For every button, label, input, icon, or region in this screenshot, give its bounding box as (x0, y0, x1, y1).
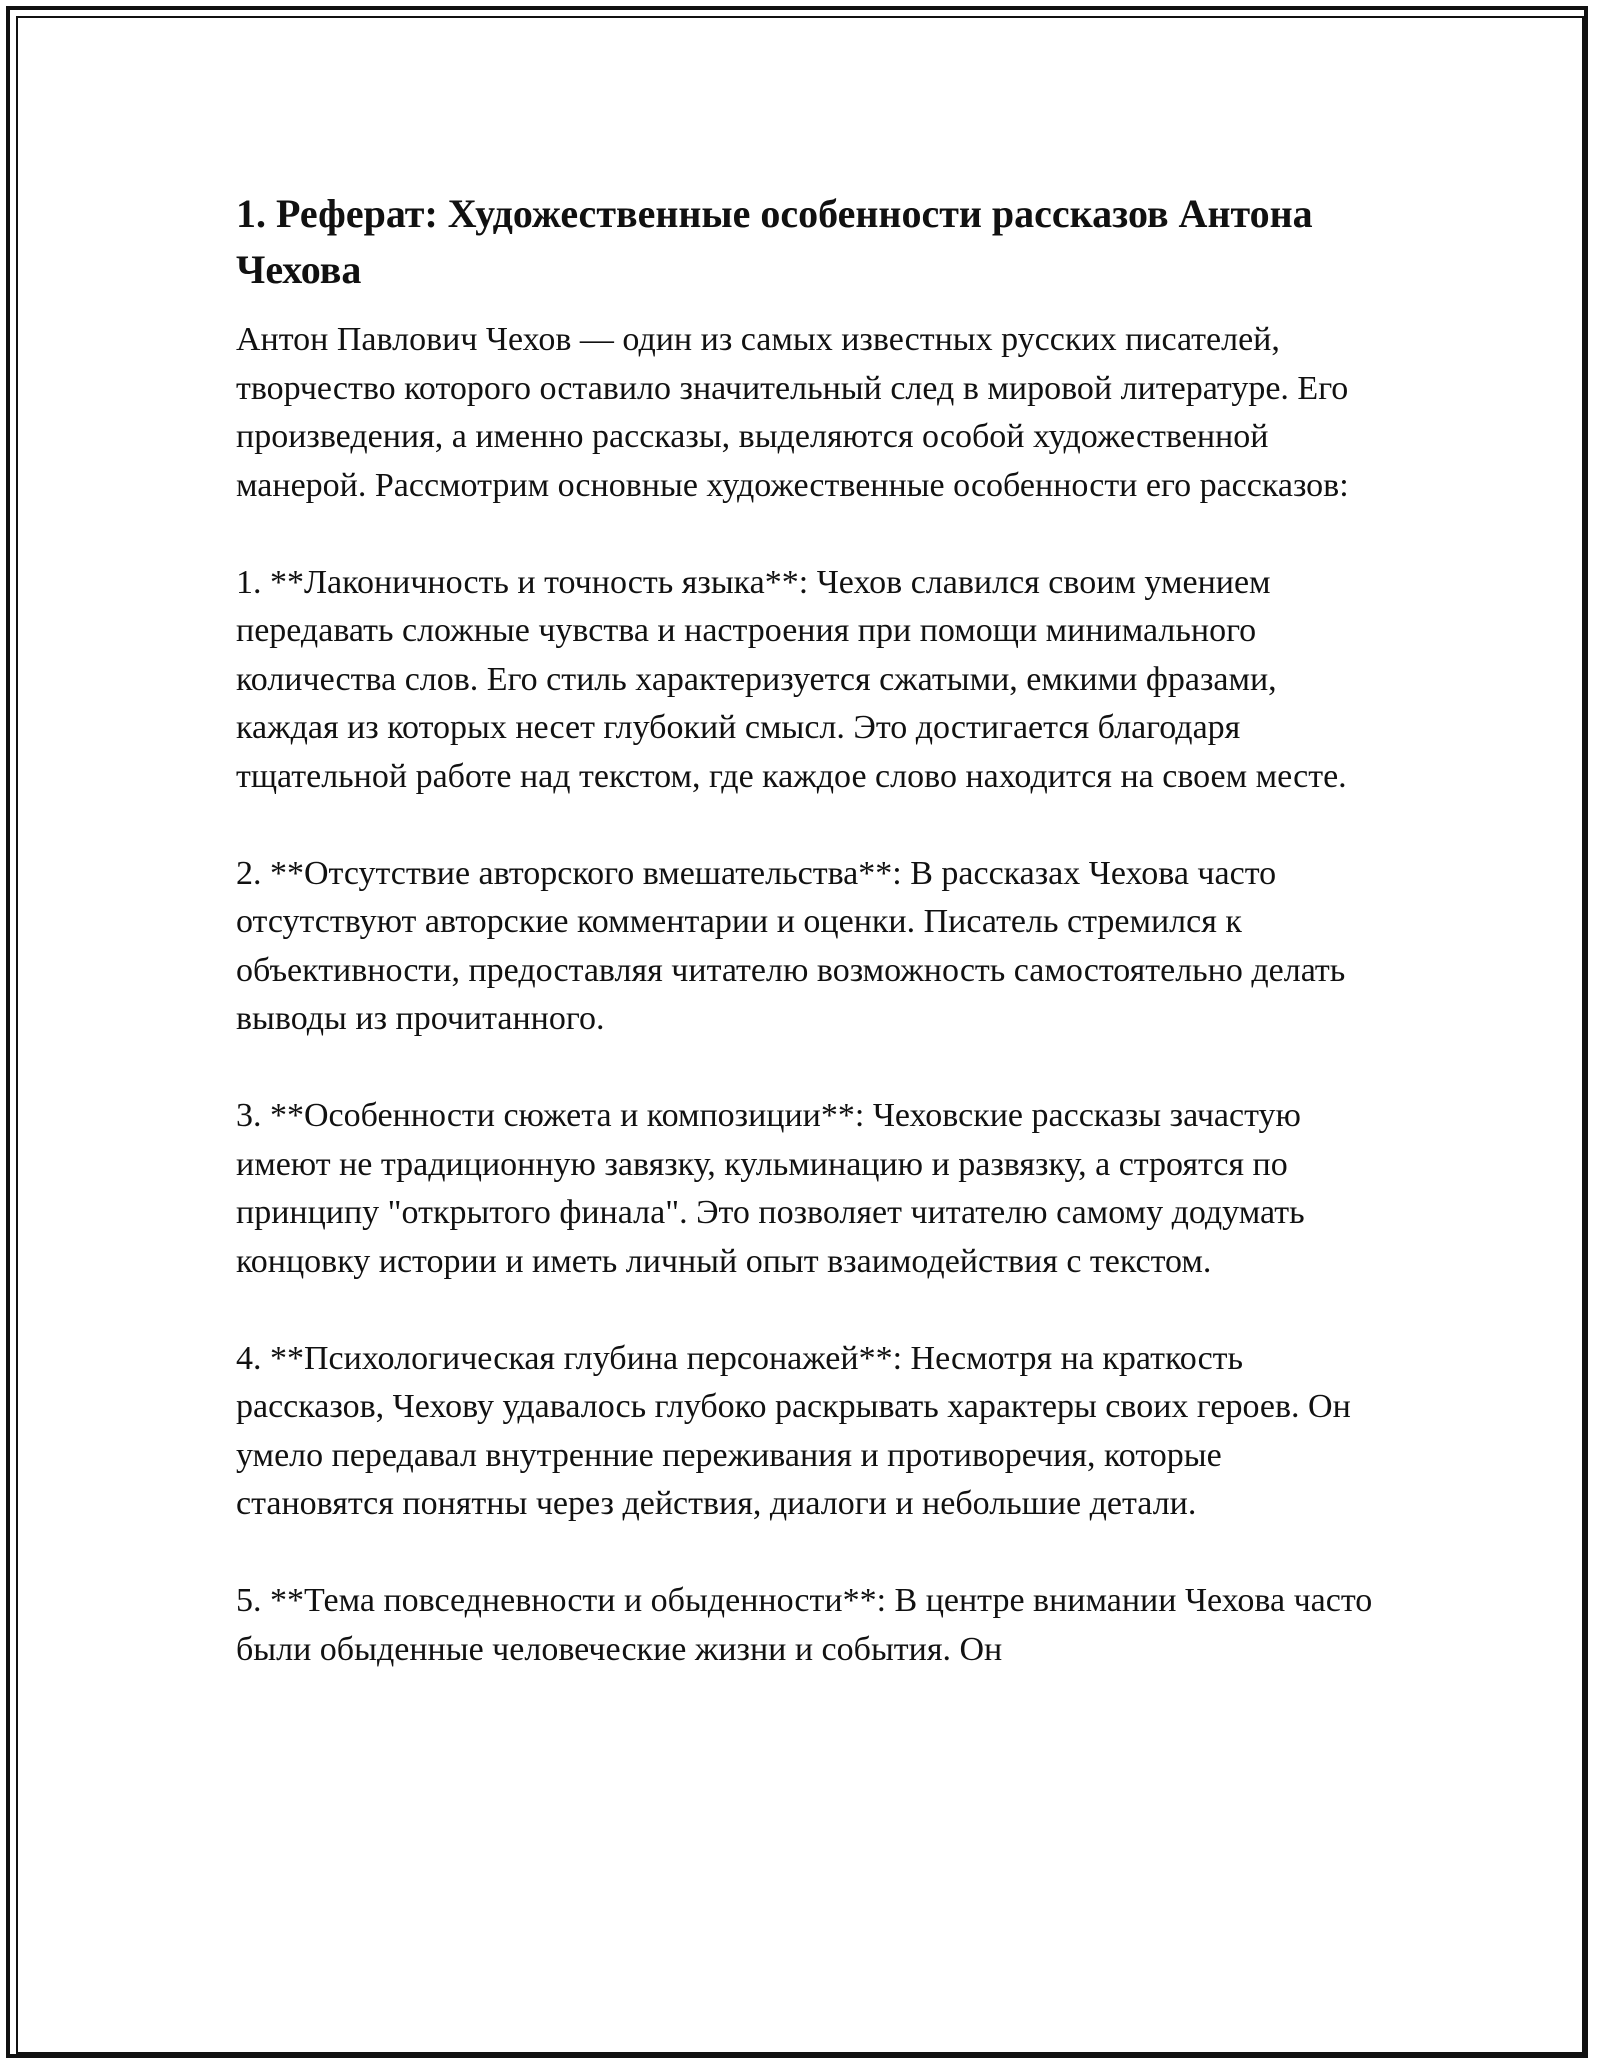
point-3-paragraph: 3. **Особенности сюжета и композиции**: Чеховские рассказы зачастую имеют не традиционную завязку, кульминацию и развязку, а строятся по принципу "открытого финала". Это позволяет читателю самому додумать концовку истории и иметь личный опыт взаимодействия с текстом. (236, 1097, 1314, 1280)
point-4-paragraph: 4. **Психологическая глубина персонажей**: Несмотря на краткость рассказов, Чехову удавалось глубоко раскрывать характеры своих героев. Он умело передавал внутренние переживания и противоречия, которые становятся понятны через действия, диалоги и небольшие детали. (236, 1339, 1360, 1522)
intro-paragraph: Антон Павлович Чехов — один из самых известных русских писателей, творчество которого оставило значительный след в мировой литературе. Его произведения, а именно рассказы, выделяются особой художественной манерой. Рассмотрим основные художественные особенности его рассказов: (236, 321, 1357, 504)
document-title: 1. Реферат: Художественные особенности рассказов Антона Чехова (236, 191, 1313, 292)
point-5-paragraph: 5. **Тема повседневности и обыденности**: В центре внимании Чехова часто были обыденные человеческие жизни и события. Он (236, 1582, 1381, 1668)
document-body (236, 186, 1381, 1723)
point-2-paragraph: 2. **Отсутствие авторского вмешательства**: В рассказах Чехова часто отсутствуют авторские комментарии и оценки. Писатель стремился к объективности, предоставляя читателю возможность самостоятельно делать выводы из прочитанного. (236, 854, 1354, 1037)
point-1-paragraph: 1. **Лаконичность и точность языка**: Чехов славился своим умением передавать сложные чувства и настроения при помощи минимального количества слов. Его стиль характеризуется сжатыми, емкими фразами, каждая из которых несет глубокий смысл. Это достигается благодаря тщательной работе над текстом, где каждое слово находится на своем месте. (236, 563, 1347, 795)
